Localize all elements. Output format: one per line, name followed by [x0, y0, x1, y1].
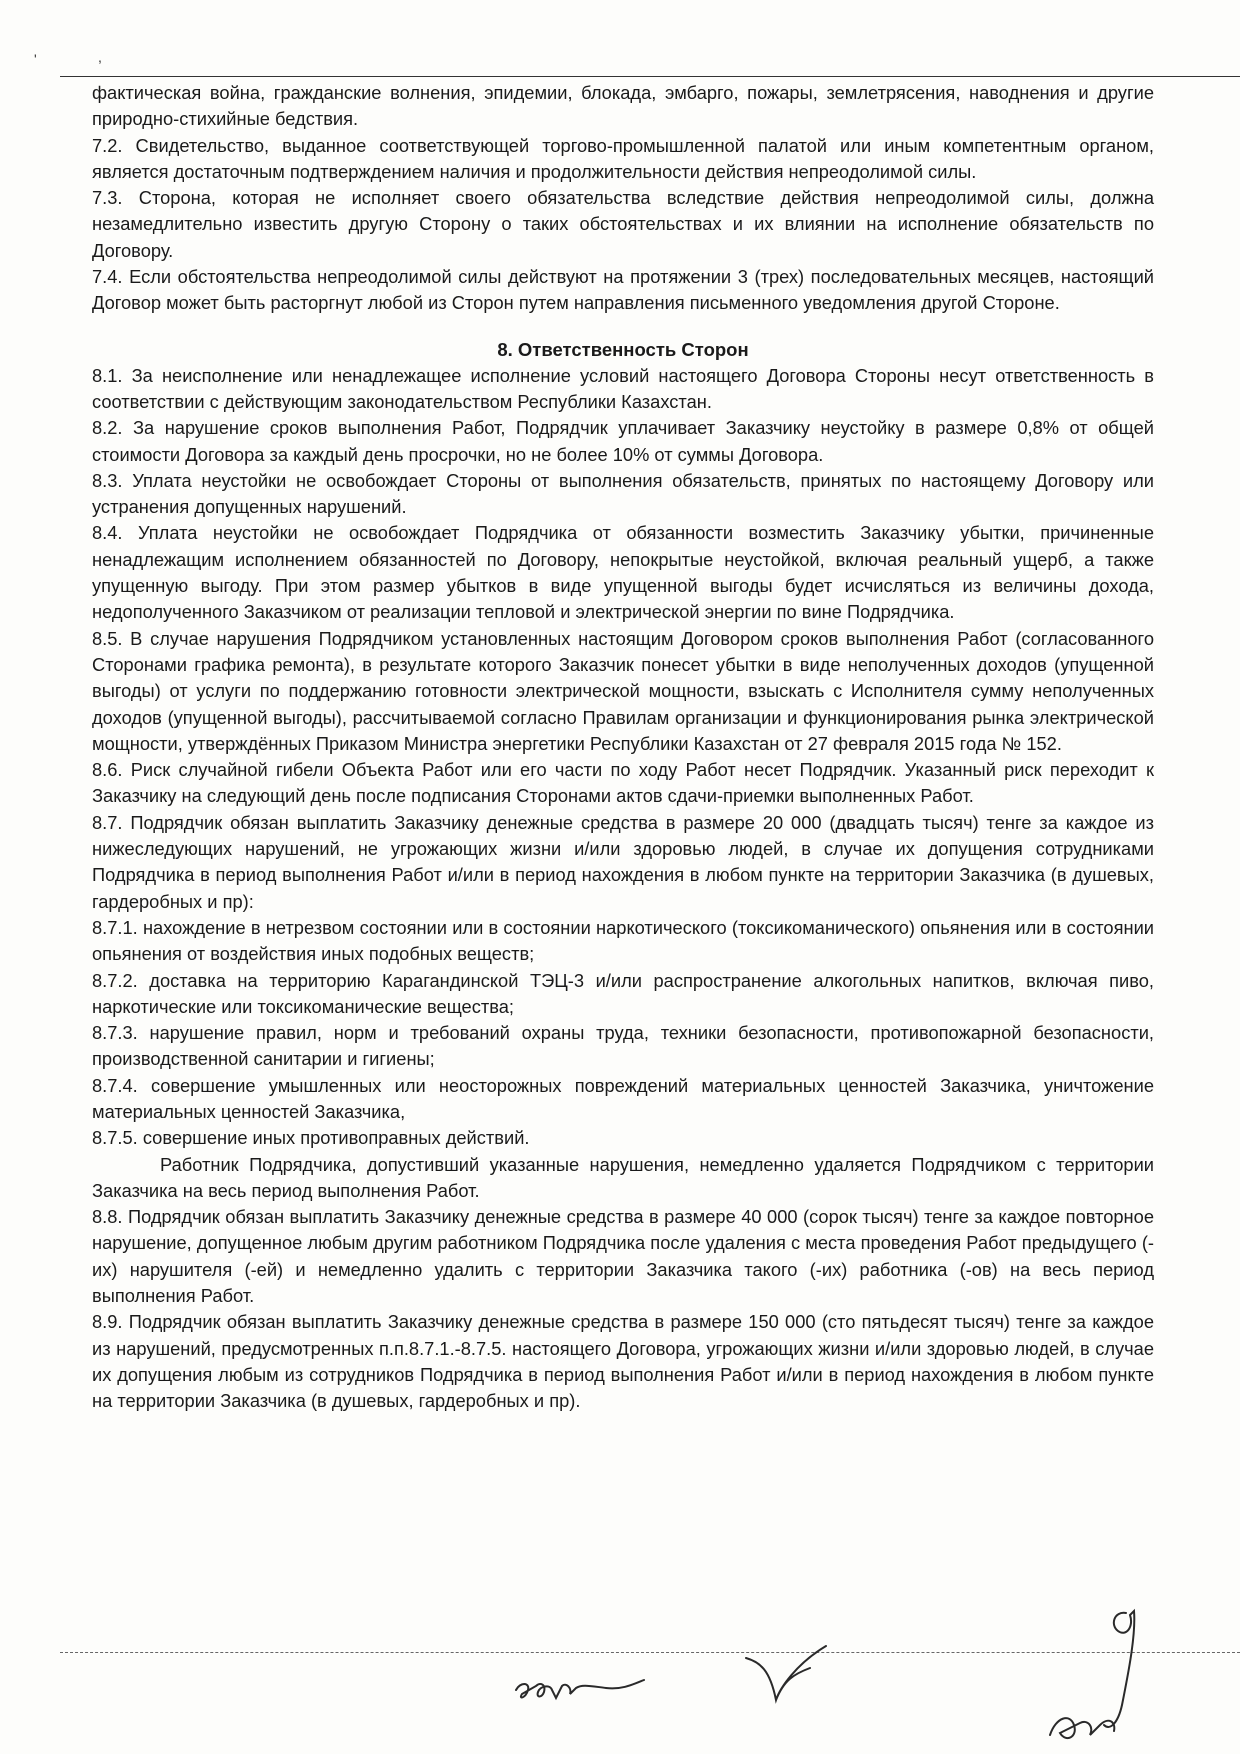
handwritten-signature [1030, 1605, 1160, 1750]
paragraph-8-3: 8.3. Уплата неустойки не освобождает Стороны от выполнения обязательств, принятых по настоящему Договору или устранения допущенных нарушений. [92, 469, 1154, 518]
paragraph-8-7-3: 8.7.3. нарушение правил, норм и требований охраны труда, техники безопасности, противопожарной безопасности, производственной санитарии и гигиены; [92, 1022, 1154, 1070]
paragraph-8-7: 8.7. Подрядчик обязан выплатить Заказчику денежные средства в размере 20 000 (двадцать тысяч) тенге за каждое из нижеследующих нарушений, не угрожающих жизни и/или здоровью людей, в случае их допущения сотрудниками Подрядчика в период выполнения Работ и/или в период нахождения в любом пункте на территории Заказчика (в душевых, гардеробных и пр): [92, 811, 1154, 912]
paragraph-8-7-5: 8.7.5. совершение иных противоправных действий. [92, 1127, 530, 1149]
paragraph-8-5: 8.5. В случае нарушения Подрядчиком установленных настоящим Договором сроков выполнения Работ (согласованного Сторонами графика ремонта), в результате которого Заказчик понесет убытки в виде неполученных доходов (упущенной выгоды) от услуги по поддержанию готовности электрической мощности, взыскать с Исполнителя сумму неполученных доходов (упущенной выгоды), рассчитываемой согласно Правилам организации и функционирования рынка электрической мощности, утверждённых Приказом Министра энергетики Республики Казахстан от 27 февраля 2015 года № 152. [92, 627, 1154, 754]
scan-speck: ' [34, 51, 37, 67]
scan-speck: , [98, 49, 102, 65]
section-8-title: 8. Ответственность Сторон [497, 338, 749, 360]
paragraph-8-6: 8.6. Риск случайной гибели Объекта Работ или его части по ходу Работ несет Подрядчик. Указанный риск переходит к Заказчику на следующий день после подписания Сторонами актов сдачи-приемки выполненных Работ. [92, 759, 1154, 807]
paragraph-7-4: 7.4. Если обстоятельства непреодолимой силы действуют на протяжении 3 (трех) последовательных месяцев, настоящий Договор может быть расторгнут любой из Сторон путем направления письменного уведомления другой Стороне. [92, 266, 1154, 314]
paragraph-7-2: 7.2. Свидетельство, выданное соответствующей торгово-промышленной палатой или иным компетентным органом, является достаточным подтверждением наличия и продолжительности действия непреодолимой силы. [92, 134, 1154, 182]
handwritten-signature [510, 1660, 650, 1710]
header-rule [60, 76, 1240, 77]
handwritten-initial [740, 1640, 830, 1720]
paragraph-8-4: 8.4. Уплата неустойки не освобождает Подрядчика от обязанности возместить Заказчику убытки, причиненные ненадлежащим исполнением обязанностей по Договору, непокрытые неустойкой, включая реальный ущерб, а также упущенную выгоду. При этом размер убытков в виде упущенной выгоды будет исчисляться из величины дохода, недополученного Заказчиком от реализации тепловой и электрической энергии по вине Подрядчика. [92, 522, 1154, 623]
paragraph: фактическая война, гражданские волнения, эпидемии, блокада, эмбарго, пожары, землетрясения, наводнения и другие природно-стихийные бедствия. [92, 82, 1154, 130]
paragraph-8-2: 8.2. За нарушение сроков выполнения Работ, Подрядчик уплачивает Заказчику неустойку в размере 0,8% от общей стоимости Договора за каждый день просрочки, но не более 10% от суммы Договора. [92, 417, 1154, 465]
paragraph-8-7-4: 8.7.4. совершение умышленных или неосторожных повреждений материальных ценностей Заказчика, уничтожение материальных ценностей Заказчика, [92, 1074, 1154, 1122]
document-body [92, 80, 1154, 1415]
paragraph-7-3: 7.3. Сторона, которая не исполняет своего обязательства вследствие действия непреодолимой силы, должна незамедлительно известить другую Сторону о таких обстоятельствах и их влиянии на исполнение обязательств по Договору. [92, 187, 1154, 261]
paragraph-8-7-2: 8.7.2. доставка на территорию Карагандинской ТЭЦ-3 и/или распространение алкогольных напитков, включая пиво, наркотические или токсикоманические вещества; [92, 969, 1154, 1017]
paragraph-8-8: 8.8. Подрядчик обязан выплатить Заказчику денежные средства в размере 40 000 (сорок тысяч) тенге за каждое повторное нарушение, допущенное любым другим работником Подрядчика после удаления с места проведения Работ предыдущего (-их) нарушителя (-ей) и немедленно удалить с территории Заказчика такого (-их) работника (-ов) на весь период выполнения Работ. [92, 1206, 1154, 1307]
paragraph-8-7-1: 8.7.1. нахождение в нетрезвом состоянии или в состоянии наркотического (токсикоманического) опьянения или в состоянии опьянения от воздействия иных подобных веществ; [92, 916, 1154, 965]
paragraph-8-9: 8.9. Подрядчик обязан выплатить Заказчику денежные средства в размере 150 000 (сто пятьдесят тысяч) тенге за каждое из нарушений, предусмотренных п.п.8.7.1.-8.7.5. настоящего Договора, угрожающих жизни и/или здоровью людей, в случае их допущения любым из сотрудников Подрядчика в период выполнения Работ и/или в период нахождения в любом пункте на территории Заказчика (в душевых, гардеробных и пр). [92, 1311, 1154, 1412]
paragraph-worker-removal: Работник Подрядчика, допустивший указанные нарушения, немедленно удаляется Подрядчиком с территории Заказчика на весь период выполнения Работ. [92, 1153, 1154, 1201]
paragraph-8-1: 8.1. За неисполнение или ненадлежащее исполнение условий настоящего Договора Стороны несут ответственность в соответствии с действующим законодательством Республики Казахстан. [92, 364, 1154, 412]
